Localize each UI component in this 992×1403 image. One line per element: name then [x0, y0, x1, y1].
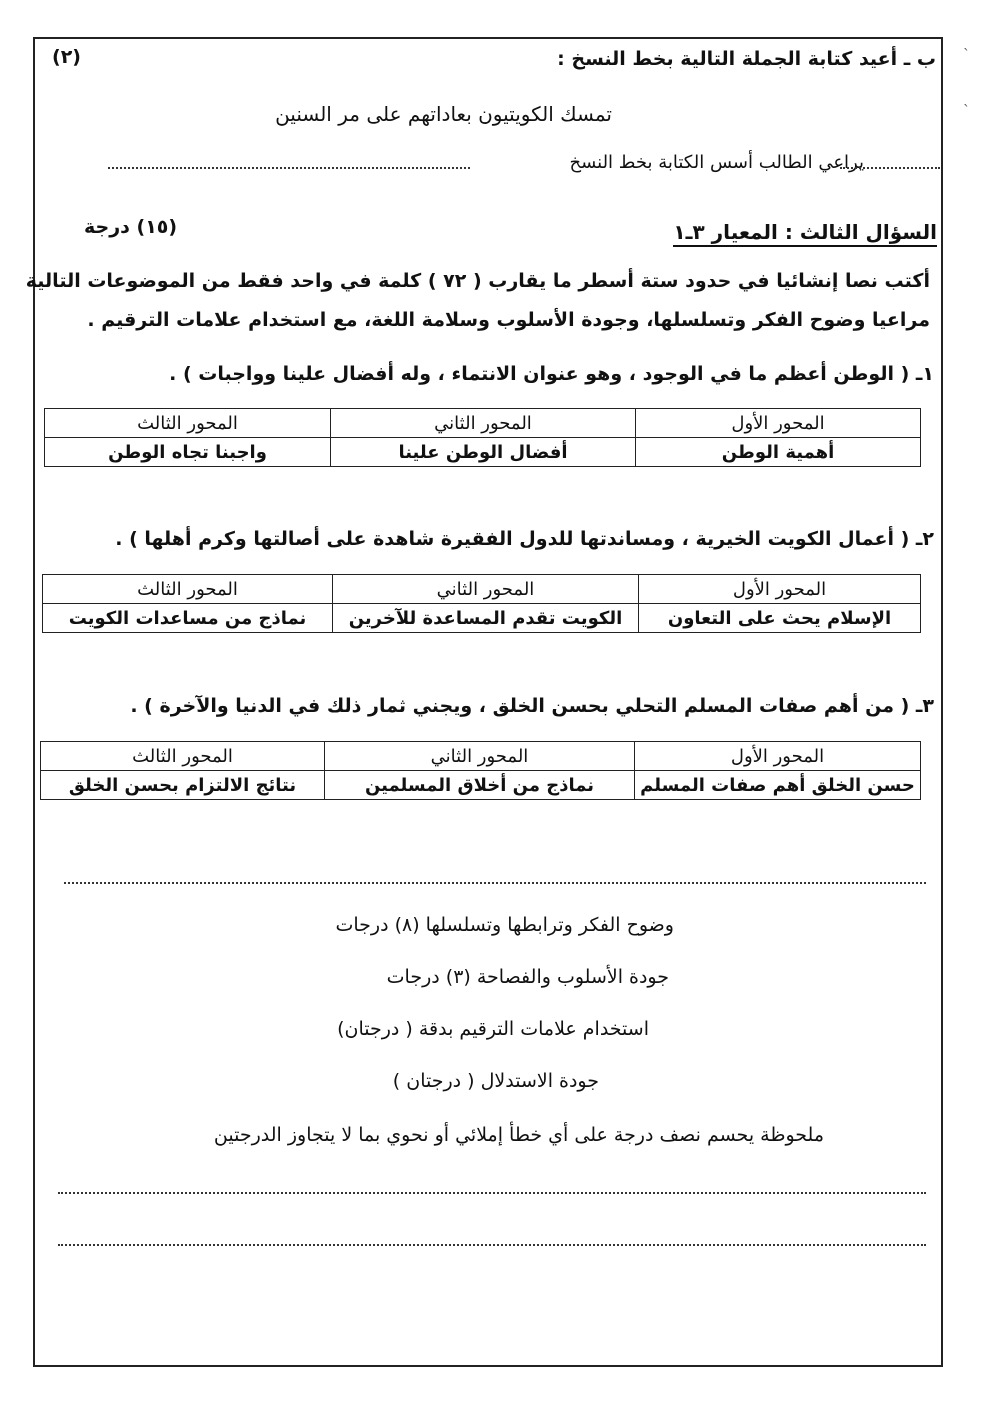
axis-header: المحور الثالث [43, 575, 333, 604]
axis-header: المحور الثالث [41, 742, 325, 771]
axis-table [42, 574, 921, 633]
marks-label: (٢) [52, 46, 81, 68]
axis-header: المحور الثاني [331, 409, 636, 438]
grading-criterion: جودة الأسلوب والفصاحة (٣) درجات [386, 966, 669, 988]
answer-line[interactable] [58, 1244, 926, 1246]
calligraphy-note: يراعي الطالب أسس الكتابة بخط النسخ [569, 152, 864, 173]
answer-line[interactable] [64, 882, 926, 884]
grading-criterion: استخدام علامات الترقيم بدقة ( درجتان) [337, 1018, 649, 1040]
axis-header: المحور الأول [636, 409, 921, 438]
prompt-line-1: أكتب نصا إنشائيا في حدود ستة أسطر ما يقارب ( ٧٢ ) كلمة في واحد فقط من الموضوعات التالية [25, 270, 930, 292]
axis-table [40, 741, 921, 800]
rewrite-instruction: ب ـ أعيد كتابة الجملة التالية بخط النسخ : [557, 48, 936, 70]
axis-value: حسن الخلق أهم صفات المسلم [635, 771, 921, 800]
answer-line[interactable] [108, 167, 470, 169]
answer-line[interactable] [58, 1192, 926, 1194]
axis-header: المحور الأول [639, 575, 921, 604]
axis-value: نتائج الالتزام بحسن الخلق [41, 771, 325, 800]
axis-value: الكويت تقدم المساعدة للآخرين [333, 604, 639, 633]
answer-line[interactable] [840, 167, 940, 169]
calligraphy-sentence: تمسك الكويتيون بعاداتهم على مر السنين [275, 102, 612, 126]
axis-value: واجبنا تجاه الوطن [45, 438, 331, 467]
question-title: السؤال الثالث : المعيار ٣ـ١ [673, 220, 937, 247]
axis-value: نماذج من مساعدات الكويت [43, 604, 333, 633]
axis-table [44, 408, 921, 467]
margin-mark: ˎ [963, 91, 970, 107]
topic-statement: ٢ـ ( أعمال الكويت الخيرية ، ومساندتها للدول الفقيرة شاهدة على أصالتها وكرم أهلها ) . [115, 528, 934, 550]
axis-value: نماذج من أخلاق المسلمين [325, 771, 635, 800]
prompt-line-2: مراعيا وضوح الفكر وتسلسلها، وجودة الأسلوب وسلامة اللغة، مع استخدام علامات الترقيم . [87, 309, 930, 331]
margin-mark: ˎ [963, 35, 970, 51]
topic-statement: ٣ـ ( من أهم صفات المسلم التحلي بحسن الخلق ، ويجني ثمار ذلك في الدنيا والآخرة ) . [130, 695, 934, 717]
axis-header: المحور الثاني [325, 742, 635, 771]
axis-value: أهمية الوطن [636, 438, 921, 467]
grading-criterion: جودة الاستدلال ( درجتان ) [392, 1070, 599, 1092]
axis-header: المحور الثاني [333, 575, 639, 604]
axis-header: المحور الثالث [45, 409, 331, 438]
axis-value: أفضال الوطن علينا [331, 438, 636, 467]
topic-statement: ١ـ ( الوطن أعظم ما في الوجود ، وهو عنوان الانتماء ، وله أفضال علينا وواجبات ) . [169, 363, 934, 385]
grading-criterion: وضوح الفكر وترابطها وتسلسلها (٨) درجات [335, 914, 674, 936]
grading-note: ملحوظة يحسم نصف درجة على أي خطأ إملائي أو نحوي بما لا يتجاوز الدرجتين [213, 1124, 824, 1146]
question-marks: (١٥) درجة [84, 216, 178, 238]
axis-value: الإسلام يحث على التعاون [639, 604, 921, 633]
axis-header: المحور الأول [635, 742, 921, 771]
